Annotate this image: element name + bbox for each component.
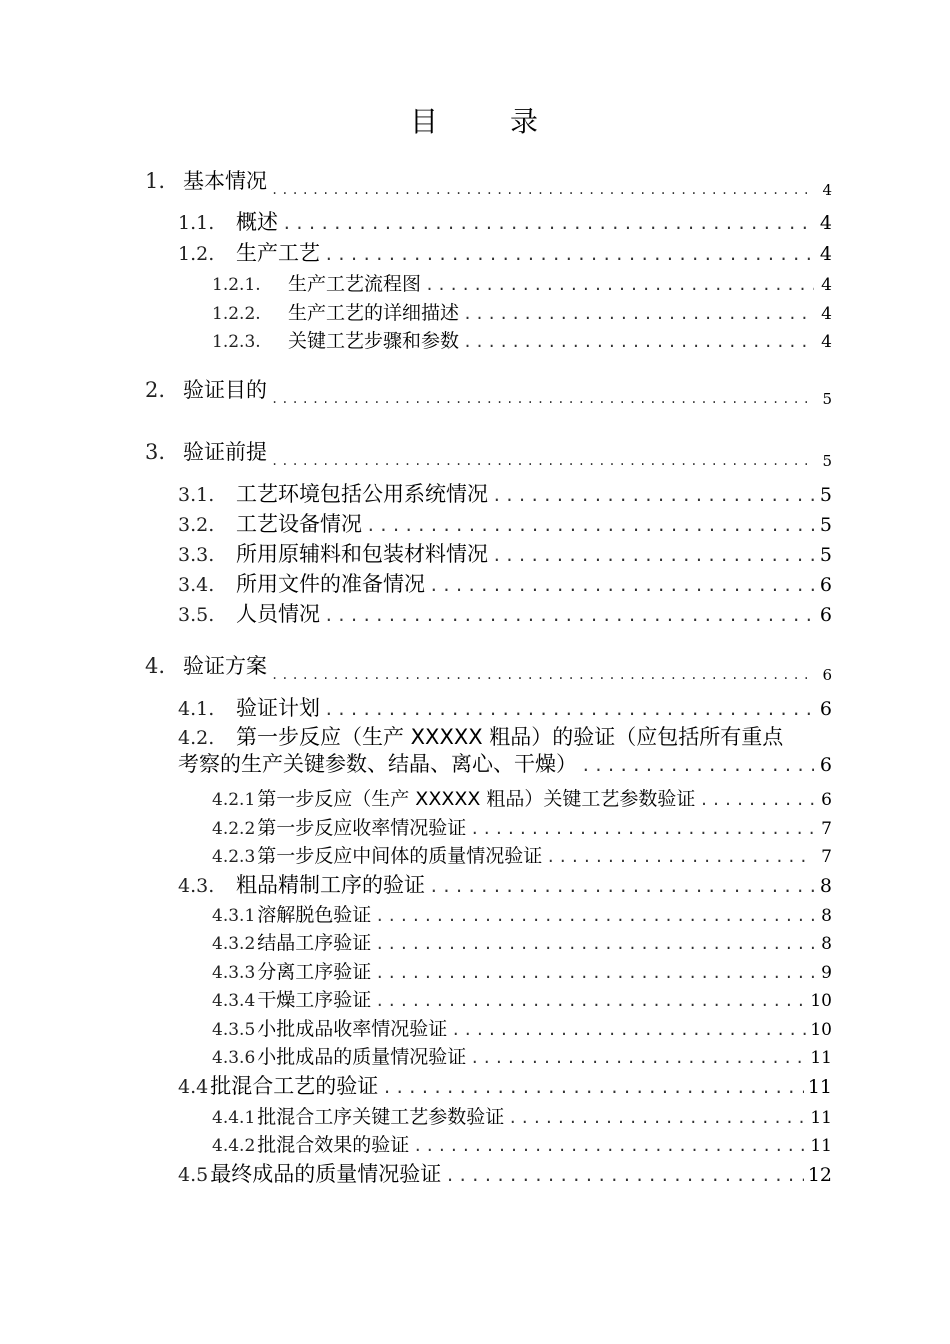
dot-leader (324, 245, 814, 264)
toc-entry-number: 4.3.3 (212, 963, 256, 983)
toc-entry-number: 4.3.4 (212, 991, 256, 1011)
dot-leader (699, 791, 814, 809)
toc-entry-number: 2. (145, 378, 166, 402)
dot-leader (463, 305, 814, 323)
toc-entry-number: 4.3.1 (212, 906, 256, 926)
toc-entry-text: 溶解脱色验证 (257, 904, 372, 926)
toc-entry-page: 8 (821, 934, 832, 954)
toc-entry-1-2-3[interactable] (212, 326, 832, 353)
toc-entry-text: 验证计划 (236, 696, 320, 720)
toc-entry-text: 第一步反应（生产 XXXXX 粗品）关键工艺参数验证 (257, 788, 696, 810)
toc-entry-number: 3.3. (178, 544, 215, 566)
dot-leader (429, 877, 814, 896)
toc-entry-text: 批混合工序关键工艺参数验证 (257, 1106, 505, 1128)
dot-leader (492, 546, 814, 565)
dot-leader (581, 756, 814, 775)
dot-leader (282, 214, 814, 233)
toc-entry-text: 第一步反应中间体的质量情况验证 (257, 845, 543, 867)
toc-entry-text: 所用文件的准备情况 (236, 572, 425, 596)
toc-entry-page: 5 (822, 390, 832, 408)
dot-leader (271, 183, 814, 197)
toc-entry-3-2[interactable] (178, 508, 832, 538)
toc-entry-2[interactable] (145, 374, 832, 408)
toc-entry-1-2-2[interactable] (212, 298, 832, 325)
toc-entry-4-3-5[interactable] (212, 1014, 832, 1041)
toc-entry-text: 批混合工艺的验证 (210, 1074, 379, 1098)
toc-entry-number: 1.2.1. (212, 275, 261, 295)
toc-entry-4-2-3[interactable] (212, 841, 832, 868)
toc-entry-number: 1.1. (178, 212, 215, 234)
toc-entry-page: 8 (819, 875, 832, 897)
toc-entry-page: 6 (822, 666, 832, 684)
toc-entry-number: 4.2.3 (212, 847, 256, 867)
toc-entry-page: 5 (822, 452, 832, 470)
toc-entry-page: 11 (807, 1076, 832, 1098)
toc-entry-4-2-continued[interactable] (178, 748, 832, 778)
dot-leader (445, 1166, 804, 1185)
toc-entry-4-2-1[interactable] (212, 784, 832, 811)
toc-entry-number: 4.5 (178, 1164, 209, 1186)
toc-entry-3-4[interactable] (178, 568, 832, 598)
toc-entry-4-3-4[interactable] (212, 985, 832, 1012)
toc-entry-4-4-1[interactable] (212, 1102, 832, 1129)
dot-leader (413, 1137, 806, 1155)
toc-entry-number: 3.5. (178, 604, 215, 626)
toc-entry-number: 4.4 (178, 1076, 209, 1098)
dot-leader (382, 1078, 804, 1097)
toc-entry-text: 验证方案 (183, 654, 267, 678)
toc-entry-4-3-2[interactable] (212, 928, 832, 955)
toc-entry-4-3-3[interactable] (212, 957, 832, 984)
toc-entry-page: 10 (810, 1020, 832, 1040)
toc-entry-1-2[interactable] (178, 237, 832, 267)
toc-entry-number: 4.1. (178, 698, 215, 720)
toc-entry-text: 验证前提 (183, 440, 267, 464)
toc-entry-page: 6 (819, 574, 832, 596)
dot-leader (425, 276, 814, 294)
toc-entry-number: 3.2. (178, 514, 215, 536)
toc-entry-page: 7 (821, 847, 832, 867)
dot-leader (492, 486, 814, 505)
dot-leader (375, 992, 806, 1010)
dot-leader (451, 1021, 806, 1039)
toc-entry-number: 4.2. (178, 727, 215, 749)
toc-entry-page: 9 (821, 963, 832, 983)
toc-entry-4-2-2[interactable] (212, 813, 832, 840)
toc-entry-text: 概述 (236, 210, 278, 234)
toc-entry-text: 工艺环境包括公用系统情况 (236, 482, 488, 506)
toc-entry-text: 小批成品的质量情况验证 (257, 1046, 467, 1068)
toc-entry-number: 3.1. (178, 484, 215, 506)
toc-entry-text: 小批成品收率情况验证 (257, 1018, 448, 1040)
toc-entry-4-4-2[interactable] (212, 1130, 832, 1157)
toc-entry-number: 1.2.3. (212, 332, 261, 352)
toc-entry-text: 关键工艺步骤和参数 (288, 330, 460, 352)
dot-leader (375, 935, 814, 953)
toc-entry-text: 工艺设备情况 (236, 512, 362, 536)
dot-leader (271, 454, 814, 468)
toc-entry-text: 最终成品的质量情况验证 (210, 1162, 442, 1186)
dot-leader (546, 848, 814, 866)
toc-entry-page: 4 (821, 275, 832, 295)
toc-entry-4-5[interactable] (178, 1158, 832, 1188)
toc-entry-number: 4.3.2 (212, 934, 256, 954)
toc-entry-text: 基本情况 (183, 169, 267, 193)
dot-leader (470, 820, 814, 838)
toc-entry-number: 4.2.1 (212, 790, 256, 810)
dot-leader (375, 964, 814, 982)
toc-entry-1[interactable] (145, 165, 832, 199)
dot-leader (271, 668, 814, 682)
toc-title-char-1: 目 (409, 105, 440, 138)
toc-entry-number: 1.2.2. (212, 304, 261, 324)
toc-entry-4-4[interactable] (178, 1070, 832, 1100)
toc-entry-4-3-1[interactable] (212, 900, 832, 927)
toc-entry-page: 6 (819, 604, 832, 626)
toc-entry-text: 第一步反应（生产 XXXXX 粗品）的验证（应包括所有重点 (236, 725, 784, 749)
toc-entry-text: 人员情况 (236, 602, 320, 626)
toc-entry-text-continued: 考察的生产关键参数、结晶、离心、干燥） (178, 752, 577, 776)
toc-entry-text: 所用原辅料和包装材料情况 (236, 542, 488, 566)
toc-entry-number: 4.3. (178, 875, 215, 897)
toc-entry-page: 10 (810, 991, 832, 1011)
toc-entry-1-2-1[interactable] (212, 269, 832, 296)
toc-entry-text: 第一步反应收率情况验证 (257, 817, 467, 839)
toc-entry-page: 5 (819, 514, 832, 536)
dot-leader (375, 907, 814, 925)
toc-entry-text: 生产工艺流程图 (288, 273, 422, 295)
toc-entry-text: 生产工艺的详细描述 (288, 302, 460, 324)
toc-entry-number: 4.2.2 (212, 819, 256, 839)
toc-entry-text: 批混合效果的验证 (257, 1134, 410, 1156)
toc-entry-4[interactable] (145, 650, 832, 684)
toc-entry-page: 4 (822, 181, 832, 199)
toc-entry-page: 12 (807, 1164, 832, 1186)
toc-entry-page: 5 (819, 544, 832, 566)
toc-entry-number: 3.4. (178, 574, 215, 596)
toc-entry-3-5[interactable] (178, 598, 832, 628)
toc-entry-number: 1.2. (178, 243, 215, 265)
dot-leader (366, 516, 814, 535)
dot-leader (463, 333, 814, 351)
toc-title-char-2: 录 (510, 105, 541, 138)
toc-entry-page: 5 (819, 484, 832, 506)
toc-entry-number: 4.4.2 (212, 1136, 256, 1156)
toc-entry-page: 6 (819, 698, 832, 720)
toc-entry-number: 4. (145, 654, 166, 678)
toc-entry-4-3[interactable] (178, 869, 832, 899)
toc-entry-text: 验证目的 (183, 378, 267, 402)
toc-entry-page: 4 (821, 332, 832, 352)
toc-entry-page: 6 (819, 754, 832, 776)
dot-leader (324, 700, 814, 719)
toc-title (0, 100, 950, 140)
toc-entry-3-1[interactable] (178, 478, 832, 508)
toc-entry-page: 8 (821, 906, 832, 926)
dot-leader (508, 1109, 806, 1127)
toc-entry-3-3[interactable] (178, 538, 832, 568)
toc-entry-4-2[interactable] (178, 721, 832, 751)
toc-entry-text: 干燥工序验证 (257, 989, 372, 1011)
toc-entry-number: 4.4.1 (212, 1108, 256, 1128)
toc-entry-text: 分离工序验证 (257, 961, 372, 983)
toc-entry-1-1[interactable] (178, 206, 832, 236)
toc-entry-4-3-6[interactable] (212, 1042, 832, 1069)
dot-leader (271, 392, 814, 406)
toc-entry-page: 6 (821, 790, 832, 810)
toc-entry-4-1[interactable] (178, 692, 832, 722)
toc-entry-page: 11 (810, 1048, 832, 1068)
toc-entry-page: 11 (810, 1136, 832, 1156)
toc-entry-number: 1. (145, 169, 166, 193)
toc-entry-page: 4 (819, 243, 832, 265)
toc-entry-number: 4.3.6 (212, 1048, 256, 1068)
toc-entry-text: 生产工艺 (236, 241, 320, 265)
toc-entry-page: 4 (819, 212, 832, 234)
toc-entry-text: 结晶工序验证 (257, 932, 372, 954)
toc-entry-text: 粗品精制工序的验证 (236, 873, 425, 897)
toc-entry-page: 7 (821, 819, 832, 839)
toc-entry-page: 11 (810, 1108, 832, 1128)
toc-entry-page: 4 (821, 304, 832, 324)
dot-leader (324, 606, 814, 625)
dot-leader (470, 1049, 806, 1067)
toc-entry-number: 4.3.5 (212, 1020, 256, 1040)
dot-leader (429, 576, 814, 595)
toc-entry-number: 3. (145, 440, 166, 464)
toc-entry-3[interactable] (145, 436, 832, 470)
